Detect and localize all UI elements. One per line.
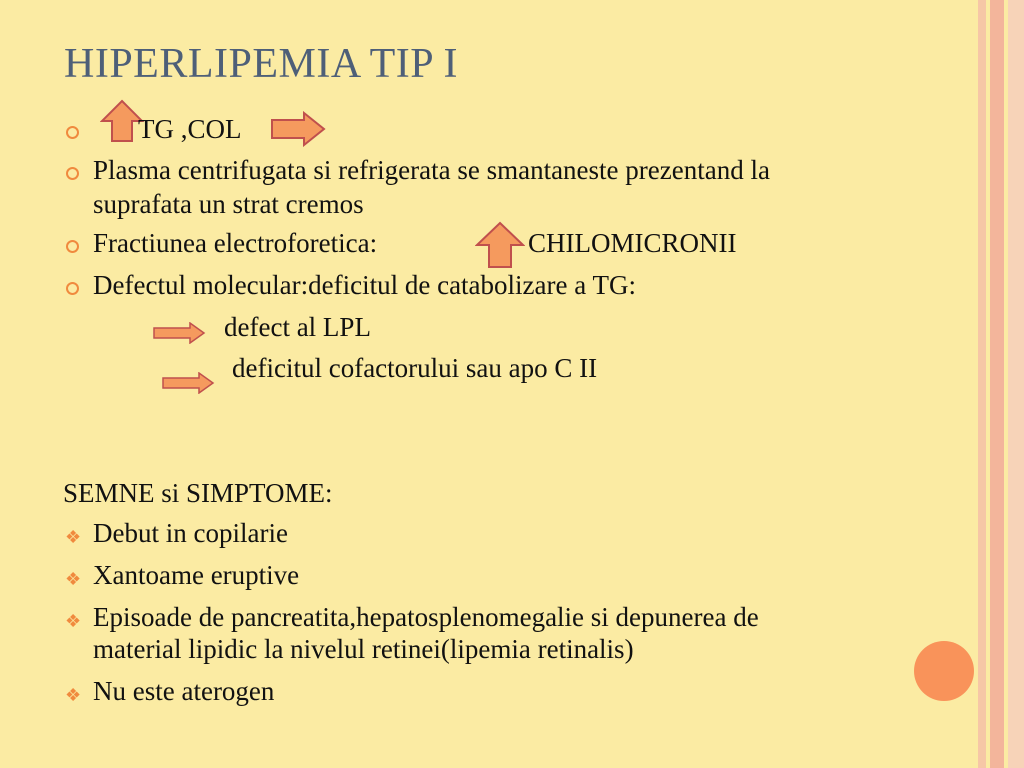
symptom-item: Episoade de pancreatita,hepatosplenomegalie si depunerea de — [93, 602, 759, 632]
right-arrow-icon — [152, 322, 206, 344]
slide-title: HIPERLIPEMIA TIP I — [64, 41, 459, 87]
circle-bullet-icon — [66, 240, 79, 253]
circle-bullet-icon — [66, 282, 79, 295]
decorative-circle — [914, 641, 974, 701]
bullet-text-plasma-cont: suprafata un strat cremos — [93, 189, 364, 219]
section-heading: SEMNE si SIMPTOME: — [63, 478, 333, 508]
diamond-bullet-icon: ❖ — [65, 685, 82, 705]
bullet-text-chilomicronii: CHILOMICRONII — [528, 228, 737, 258]
symptom-item: Xantoame eruptive — [93, 560, 300, 590]
right-arrow-icon — [161, 372, 215, 394]
symptom-item: Debut in copilarie — [93, 518, 288, 548]
circle-bullet-icon — [66, 167, 79, 180]
bullet-text-defectul: Defectul molecular:deficitul de catabolizare a TG: — [93, 270, 636, 300]
bullet-text-tg-col: TG ,COL — [138, 114, 242, 144]
diamond-bullet-icon: ❖ — [65, 527, 82, 547]
decorative-stripe — [978, 0, 986, 768]
decorative-stripe — [990, 0, 1004, 768]
symptom-item-cont: material lipidic la nivelul retinei(lipemia retinalis) — [93, 634, 634, 664]
sub-item-lpl: defect al LPL — [224, 312, 371, 342]
diamond-bullet-icon: ❖ — [65, 611, 82, 631]
symptom-item: Nu este aterogen — [93, 676, 275, 706]
sub-item-apo-c-ii: deficitul cofactorului sau apo C II — [232, 353, 598, 383]
diamond-bullet-icon: ❖ — [65, 569, 82, 589]
bullet-text-plasma: Plasma centrifugata si refrigerata se smantaneste prezentand la — [93, 155, 770, 185]
right-arrow-icon — [270, 111, 326, 147]
bullet-text-fractiunea: Fractiunea electroforetica: — [93, 228, 378, 258]
up-arrow-icon — [475, 221, 525, 269]
circle-bullet-icon — [66, 126, 79, 139]
decorative-stripe — [1008, 0, 1024, 768]
